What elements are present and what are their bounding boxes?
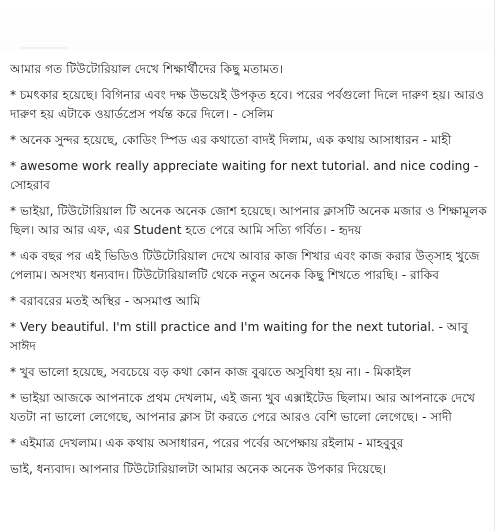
comment-8: * খুব ভালো হয়েছে, সবচেয়ে বড় কথা কোন কাজ বুঝতে অসুবিধা হয় না। - মিকাইল bbox=[10, 365, 412, 379]
comment-4: * ভাইয়া, টিউটোরিয়াল টি অনেক অনেক জোশ হয়েছে। আপনার ক্লাসটি অনেক মজার ও শিক্ষামূলক ছিল। আর আর এফ, এর Student হতে পেরে আমি সত্যি গর্বিত। - হৃদয় bbox=[10, 204, 487, 237]
comment-2: * অনেক সুন্দর হয়েছে, কোডিং স্পিড এর কথাতো বাদই দিলাম, এক কথায় আসাধারন - মাহী bbox=[10, 133, 452, 147]
comment-5: * এক বছর পর এই ভিডিও টিউটোরিয়াল দেখে আবার কাজ শিখার এবং কাজ করার উত্সাহ খুজে পেলাম। অসংখ্য ধন্যবাদ। টিউটোরিয়ালটি থেকে নতুন অনেক কিছু শিখতে পারছি। - রাকিব bbox=[10, 249, 480, 282]
top-strip bbox=[0, 0, 495, 50]
comment-11: ভাই, ধন্যবাদ। আপনার টিউটোরিয়ালটা আমার অনেক অনেক উপকার দিয়েছে। bbox=[10, 462, 387, 476]
comment-3: * awesome work really appreciate waiting for next tutorial. and nice coding - সোহরাব bbox=[10, 159, 479, 192]
post-body bbox=[10, 60, 488, 486]
comment-10: * এইমাত্র দেখলাম। এক কথায় অসাধারন, পরের পর্বের অপেক্ষায় রইলাম - মাহবুবুর bbox=[10, 436, 404, 450]
comment-1: * চমৎকার হয়েছে। বিগিনার এবং দক্ষ উভয়েই উপকৃত হবে। পরের পর্বগুলো দিলে দারুণ হয়। আরও দারুণ হয় এটাকে ওয়ার্ডপ্রেস পর্যন্ত করে দিলে। - সেলিম bbox=[10, 88, 485, 121]
post-intro: আমার গত টিউটোরিয়াল দেখে শিক্ষার্থীদের কিছু মতামত। bbox=[10, 62, 284, 76]
comment-9: * ভাইয়া আজকে আপনাকে প্রথম দেখলাম, এই জন্য খুব এক্সাইটেড ছিলাম। আর আপনাকে দেখে যতটা না ভালো লেগেছে, আপনার ক্লাস টা করতে পেরে আরও বেশি ভালো লেগেছে। - সাদী bbox=[10, 391, 475, 424]
faint-separator bbox=[20, 47, 68, 49]
comment-7: * Very beautiful. I'm still practice and I'm waiting for the next tutorial. - আবু সাঈদ bbox=[10, 320, 468, 353]
comment-6: * বরাবরের মতই অস্থির - অসমাপ্ত আমি bbox=[10, 294, 201, 308]
